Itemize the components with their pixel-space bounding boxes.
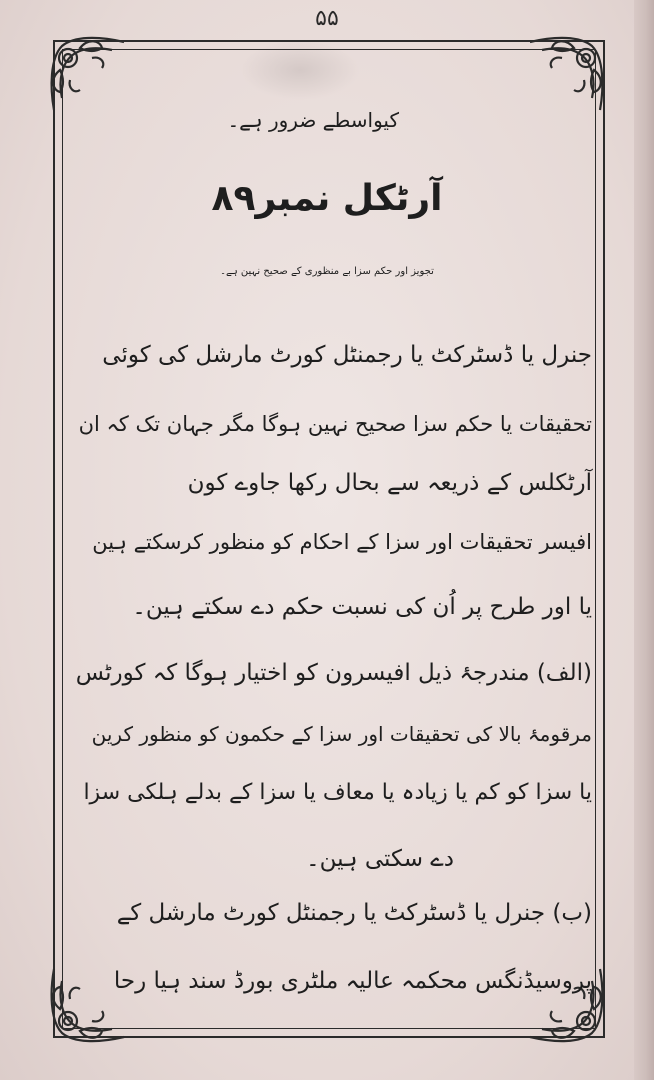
- corner-ornament-icon: [518, 28, 614, 124]
- previous-continuation-text: کیواسطے ضرور ہے۔: [227, 108, 399, 132]
- body-line: دے سکتی ہین۔: [306, 846, 454, 872]
- corner-ornament-icon: [40, 28, 136, 124]
- body-line: یا سزا کو کم یا زیادہ یا معاف یا سزا کے بدلے ہلکی سزا: [83, 780, 592, 805]
- body-line: پروسیڈنگس محکمہ عالیہ ملٹری بورڈ سند ہیا رحا: [113, 968, 592, 994]
- page-number: ۵۵: [315, 6, 339, 31]
- article-subtitle: تجویز اور حکم سزا بے منظوری کے صحیح نہین ہے۔: [220, 266, 434, 277]
- body-line: جنرل یا ڈسٹرکٹ یا رجمنٹل کورٹ مارشل کی کوئی: [102, 342, 592, 368]
- body-line: مرقومۂ بالا کی تحقیقات اور سزا کے حکمون کو منظور کرین: [91, 722, 592, 746]
- clause-be-line: (ب) جنرل یا ڈسٹرکٹ یا رجمنٹل کورٹ مارشل کے: [116, 900, 592, 926]
- article-title: آرٹکل نمبر۸۹: [211, 178, 443, 219]
- body-line: آرٹکلس کے ذریعہ سے بحال رکھا جاوے کون: [187, 470, 592, 496]
- body-line: افیسر تحقیقات اور سزا کے احکام کو منظور کرسکتے ہین: [92, 530, 592, 554]
- clause-alif-line: (الف) مندرجۂ ذیل افیسرون کو اختیار ہوگا کہ کورٹس: [75, 660, 592, 686]
- body-line: تحقیقات یا حکم سزا صحیح نہین ہوگا مگر جہان تک کہ ان: [78, 412, 592, 436]
- page-edge: [634, 0, 654, 1080]
- body-line: یا اور طرح پر اُن کی نسبت حکم دے سکتے ہین۔: [132, 594, 592, 620]
